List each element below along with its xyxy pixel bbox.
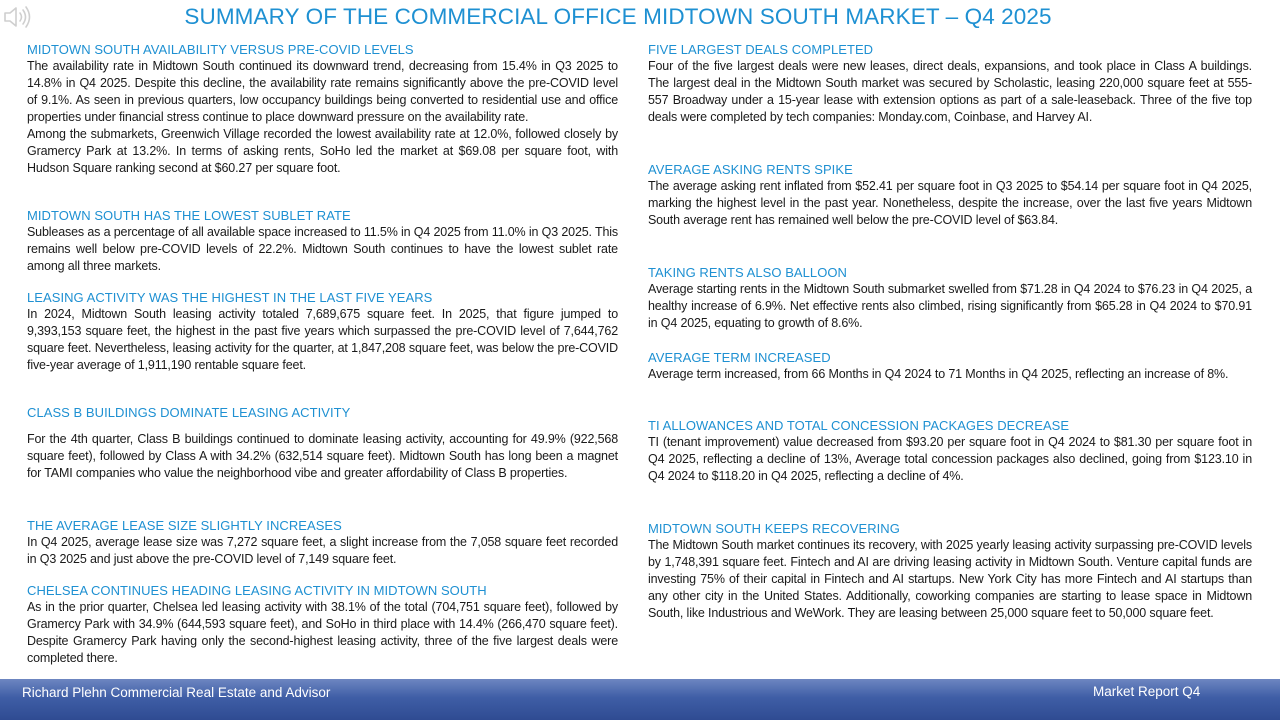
section-chelsea: [27, 582, 618, 667]
footer-report-label: Market Report Q4: [1093, 684, 1201, 699]
section-largest-deals: [648, 41, 1252, 126]
section-asking-rents: [648, 161, 1252, 229]
section-paragraph: Among the submarkets, Greenwich Village recorded the lowest availability rate at 12.0%, followed closely by Gramercy Park at 13.2%. In terms of asking rents, SoHo led the market at $69.08 per square foot, with Hudson Square ranking second at $60.27 per square foot.: [27, 127, 618, 175]
section-paragraph: Average term increased, from 66 Months in Q4 2024 to 71 Months in Q4 2025, reflecting an increase of 8%.: [648, 367, 1229, 381]
section-heading: FIVE LARGEST DEALS COMPLETED: [648, 42, 874, 57]
section-heading: MIDTOWN SOUTH AVAILABILITY VERSUS PRE-COVID LEVELS: [27, 42, 414, 57]
section-lease-size: [27, 517, 618, 568]
section-heading: AVERAGE TERM INCREASED: [648, 350, 831, 365]
footer-bar: [0, 679, 1280, 720]
page-title: SUMMARY OF THE COMMERCIAL OFFICE MIDTOWN SOUTH MARKET – Q4 2025: [184, 4, 1052, 29]
section-paragraph: The availability rate in Midtown South continued its downward trend, decreasing from 15.4% in Q3 2025 to 14.8% in Q4 2025. Despite this decline, the availability rate remains significantly above the pre-COVID level of 9.1%. As seen in previous quarters, low occupancy buildings being converted to residential use and office properties under financial stress continue to place downward pressure on the availability rate.: [27, 59, 618, 124]
section-taking-rents: [648, 264, 1252, 332]
section-paragraph: Average starting rents in the Midtown South submarket swelled from $71.28 in Q4 2024 to $76.23 in Q4 2025, a healthy increase of 6.9%. Net effective rents also climbed, rising significantly from $65.28 in Q4 2024 to $70.91 in Q4 2025, equating to growth of 8.6%.: [648, 282, 1252, 330]
section-paragraph: In 2024, Midtown South leasing activity totaled 7,689,675 square feet. In 2025, that figure jumped to 9,393,153 square feet, the highest in the past five years which surpassed the pre-COVID level of 7,644,762 square feet. Nevertheless, leasing activity for the quarter, at 1,847,208 square feet, was below the pre-COVID five-year average of 1,911,190 rentable square feet.: [27, 307, 618, 372]
footer-author: Richard Plehn Commercial Real Estate and Advisor: [22, 685, 331, 700]
section-availability: [27, 41, 618, 177]
section-paragraph: The average asking rent inflated from $52.41 per square foot in Q3 2025 to $54.14 per square foot in Q4 2025, marking the highest level in the past year. Nonetheless, despite the increase, over the last five years Midtown South average rent has remained well below the pre-COVID level of $63.84.: [648, 179, 1252, 227]
section-paragraph: The Midtown South market continues its recovery, with 2025 yearly leasing activity surpassing pre-COVID levels by 1,748,391 square feet. Fintech and AI are driving leasing activity in Midtown South. Venture capital funds are investing 75% of their capital in Fintech and AI startups. New York City has more Fintech and AI startups than any other city in the United States. Additionally, coworking companies are starting to lease space in Midtown South, like Industrious and WeWork. They are leasing between 25,000 square feet to 50,000 square feet.: [648, 538, 1252, 620]
section-heading: TAKING RENTS ALSO BALLOON: [648, 265, 847, 280]
section-paragraph: Four of the five largest deals were new leases, direct deals, expansions, and took place in Class A buildings. The largest deal in the Midtown South market was secured by Scholastic, leasing 220,000 square feet at 555-557 Broadway under a 15-year lease with extension options as part of a sale-leaseback. Three of the five top deals were completed by tech companies: Monday.com, Coinbase, and Harvey AI.: [648, 59, 1252, 124]
section-paragraph: TI (tenant improvement) value decreased from $93.20 per square foot in Q4 2024 to $81.30 per square foot in Q4 2025, reflecting a decline of 13%, Average total concession packages also declined, going from $123.10 in Q4 2024 to $118.20 in Q4 2025, reflecting a decline of 4%.: [648, 435, 1252, 483]
section-paragraph: In Q4 2025, average lease size was 7,272 square feet, a slight increase from the 7,058 square feet recorded in Q3 2025 and just above the pre-COVID level of 7,149 square feet.: [27, 535, 618, 566]
section-paragraph: As in the prior quarter, Chelsea led leasing activity with 38.1% of the total (704,751 square feet), followed by Gramercy Park with 34.9% (644,593 square feet), and SoHo in third place with 14.4% (266,470 square feet). Despite Gramercy Park having only the second-highest leasing activity, three of the five largest deals were completed there.: [27, 600, 618, 665]
section-paragraph: For the 4th quarter, Class B buildings continued to dominate leasing activity, accounting for 49.9% (922,568 square feet), followed by Class A with 34.2% (632,514 square feet). Midtown South has long been a magnet for TAMI companies who value the neighborhood vibe and greater affordability of Class B properties.: [27, 432, 618, 480]
section-heading: LEASING ACTIVITY WAS THE HIGHEST IN THE LAST FIVE YEARS: [27, 290, 433, 305]
section-ti-allowances: [648, 417, 1252, 485]
section-heading: CLASS B BUILDINGS DOMINATE LEASING ACTIVITY: [27, 405, 351, 420]
section-paragraph: Subleases as a percentage of all available space increased to 11.5% in Q4 2025 from 11.0% in Q3 2025. This remains well below pre-COVID levels of 22.2%. Midtown South continues to have the lowest sublet rate among all three markets.: [27, 225, 618, 273]
section-leasing-activity: [27, 289, 618, 374]
section-average-term: [648, 349, 1252, 383]
section-heading: MIDTOWN SOUTH KEEPS RECOVERING: [648, 521, 900, 536]
section-heading: THE AVERAGE LEASE SIZE SLIGHTLY INCREASES: [27, 518, 342, 533]
section-heading: TI ALLOWANCES AND TOTAL CONCESSION PACKAGES DECREASE: [648, 418, 1070, 433]
section-sublet-rate: [27, 207, 618, 275]
section-heading: MIDTOWN SOUTH HAS THE LOWEST SUBLET RATE: [27, 208, 351, 223]
section-recovering: [648, 520, 1252, 622]
section-heading: AVERAGE ASKING RENTS SPIKE: [648, 162, 853, 177]
section-class-b: [27, 404, 618, 482]
section-heading: CHELSEA CONTINUES HEADING LEASING ACTIVITY IN MIDTOWN SOUTH: [27, 583, 487, 598]
